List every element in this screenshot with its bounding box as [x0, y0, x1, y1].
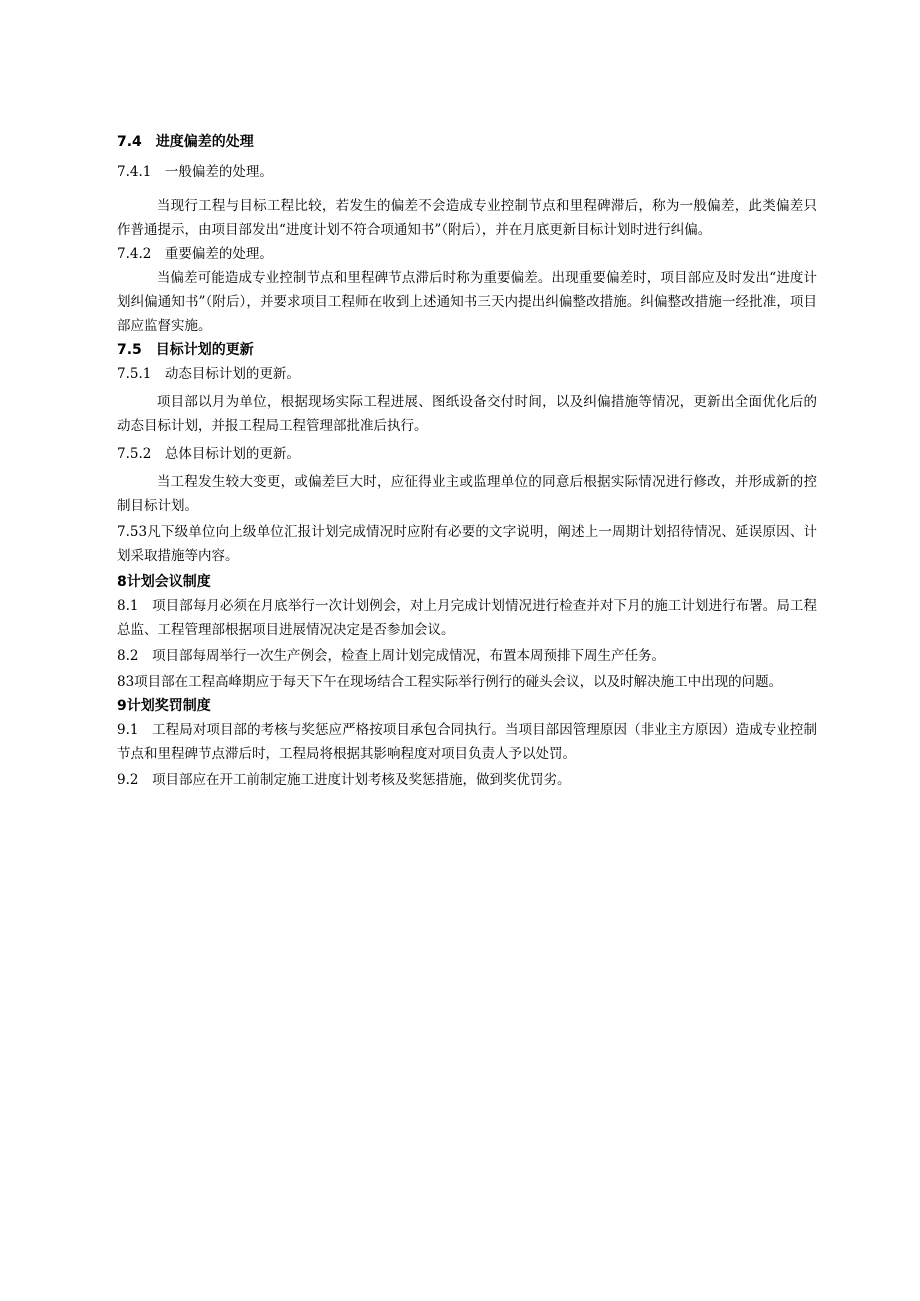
section-8-heading: 8计划会议制度: [117, 574, 211, 590]
section-7-4-heading: 7.4 进度偏差的处理: [117, 134, 254, 150]
section-9-1-body: 9.1 工程局对项目部的考核与奖惩应严格按项目承包合同执行。当项目部因管理原因（非业主方原因）造成专业控制节点和里程碑节点滞后时，工程局将根据其影响程度对项目负责人予以处罚。: [117, 722, 817, 762]
section-7-4-2-body: 当偏差可能造成专业控制节点和里程碑节点滞后时称为重要偏差。出现重要偏差时，项目部应及时发出“进度计划纠偏通知书”（附后），并要求项目工程师在收到上述通知书三天内提出纠偏整改措施。纠偏整改措施一经批准，项目部应监督实施。: [117, 270, 817, 334]
document-page: [117, 130, 817, 792]
section-7-4-1-body: 当现行工程与目标工程比较，若发生的偏差不会造成专业控制节点和里程碑滞后，称为一般偏差，此类偏差只作普通提示，由项目部发出“进度计划不符合项通知书”（附后），并在月底更新目标计划时进行纠偏。: [117, 198, 817, 238]
section-7-4-1-title: 7.4.1 一般偏差的处理。: [117, 164, 273, 180]
section-7-5-heading: 7.5 目标计划的更新: [117, 342, 254, 358]
section-7-5-3-body: 7.53凡下级单位向上级单位汇报计划完成情况时应附有必要的文字说明，阐述上一周期计划招待情况、延误原因、计划采取措施等内容。: [117, 524, 817, 564]
section-8-1-body: 8.1 项目部每月必须在月底举行一次计划例会，对上月完成计划情况进行检查并对下月的施工计划进行布署。局工程总监、工程管理部根据项目进展情况决定是否参加会议。: [117, 598, 817, 638]
section-7-5-1-body: 项目部以月为单位，根据现场实际工程进展、图纸设备交付时间，以及纠偏措施等情况，更新出全面优化后的动态目标计划，并报工程局工程管理部批准后执行。: [117, 394, 817, 434]
section-9-2-body: 9.2 项目部应在开工前制定施工进度计划考核及奖惩措施，做到奖优罚劣。: [117, 772, 571, 788]
section-8-2-body: 8.2 项目部每周举行一次生产例会，检查上周计划完成情况，布置本周预排下周生产任务。: [117, 648, 665, 664]
section-7-4-2-title: 7.4.2 重要偏差的处理。: [117, 246, 273, 262]
section-7-5-1-title: 7.5.1 动态目标计划的更新。: [117, 366, 300, 382]
section-7-5-2-title: 7.5.2 总体目标计划的更新。: [117, 446, 300, 462]
section-8-3-body: 83项目部在工程高峰期应于每天下午在现场结合工程实际举行例行的碰头会议，以及时解决施工中出现的问题。: [117, 674, 783, 690]
section-9-heading: 9计划奖罚制度: [117, 698, 211, 714]
section-7-5-2-body: 当工程发生较大变更，或偏差巨大时，应征得业主或监理单位的同意后根据实际情况进行修改，并形成新的控制目标计划。: [117, 474, 817, 514]
